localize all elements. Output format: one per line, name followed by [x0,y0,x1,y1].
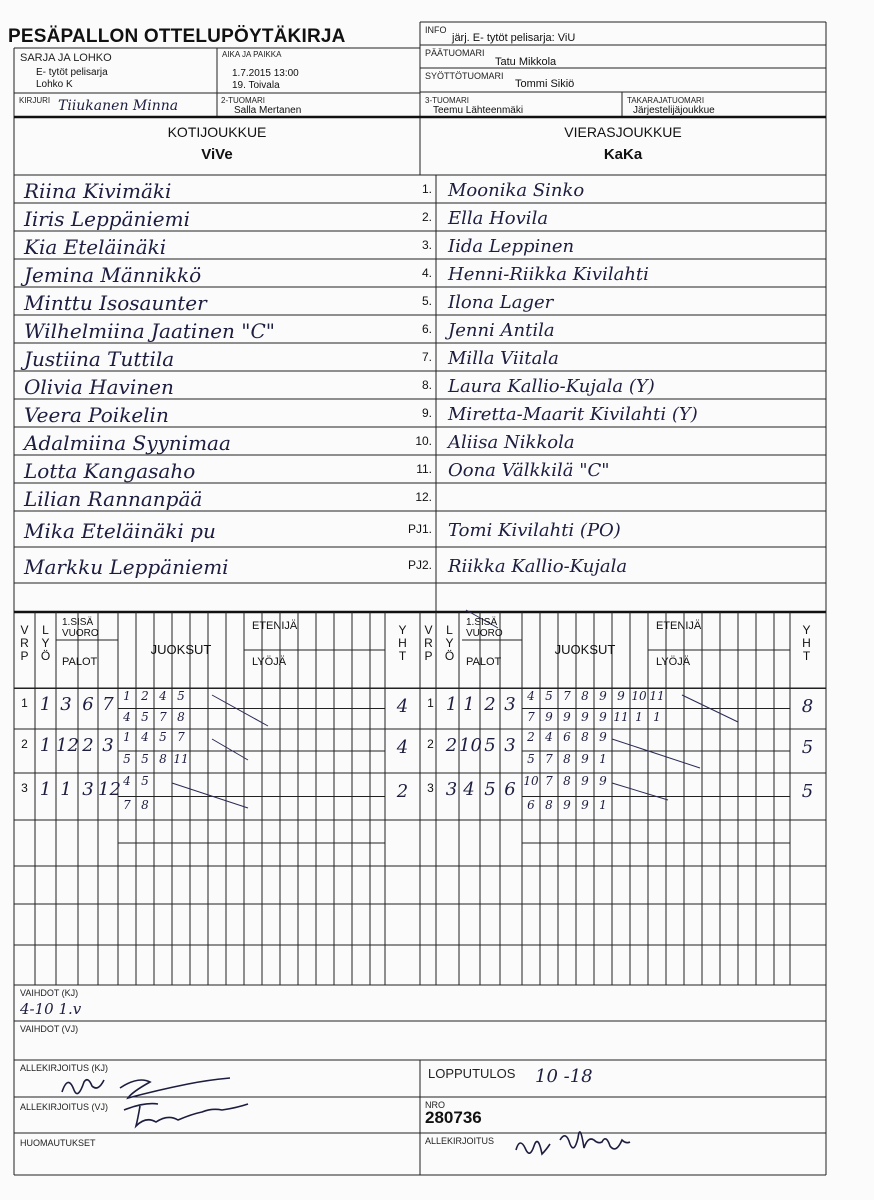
takaraja-label: TAKARAJATUOMARI [627,96,705,105]
run-top-value: 5 [545,689,553,703]
away-yht-header: Y [802,623,811,637]
roster-row-number: 8. [421,378,432,392]
info-label: INFO [425,25,447,35]
signature-main [516,1132,630,1154]
nro-label: NRO [425,1100,445,1110]
home-yht-header: T [398,649,407,663]
signature-vj [124,1104,248,1126]
away-sisa-header: 1.SISÄ [466,617,498,628]
away-player-name: Riikka Kallio-Kujala [448,556,628,577]
away-team-name: KaKa [603,146,643,163]
run-bottom-value: 8 [545,797,553,812]
home-sisa-header: 1.SISÄ [62,617,94,628]
run-top-value: 5 [141,774,149,788]
palot-value: 6 [82,694,94,715]
away-player-name: Ilona Lager [448,292,554,313]
run-bottom-value: 5 [527,752,535,766]
signatures [62,1078,630,1154]
sarja-label: SARJA JA LOHKO [20,52,112,64]
period-ly-value: 1 [39,779,52,800]
kirjuri-value: Tiiukanen Minna [58,98,179,114]
sarja-value-1: E- tytöt pelisarja [36,67,108,78]
roster-row-number: 11. [416,462,432,476]
away-palot-header: PALOT [466,656,502,668]
home-vrp-header: R [20,636,29,650]
home-yht-header: H [398,636,407,650]
home-sisa-header: VUORO [62,628,99,639]
run-bottom-value: 7 [527,709,535,724]
home-player-name: Veera Poikelin [24,403,169,427]
run-bottom-value: 1 [599,752,607,766]
home-player-name: Riina Kivimäki [24,179,172,203]
aika-value-2: 19. Toivala [232,80,280,91]
palot-value: 3 [504,735,516,756]
away-player-name: Oona Välkkilä "C" [448,460,610,481]
run-top-value: 7 [177,730,185,744]
run-top-value: 9 [617,689,625,703]
run-bottom-value: 9 [563,709,571,724]
home-player-name: Kia Eteläinäki [24,235,167,259]
run-top-value: 9 [599,774,607,788]
run-top-value: 8 [563,774,571,788]
palot-value: 5 [484,779,496,800]
palot-value: 2 [82,735,94,756]
period-total: 5 [801,781,814,802]
period-close-stroke [172,783,248,808]
away-vrp-header: V [424,623,433,637]
allekirjoitus-vj-label: ALLEKIRJOITUS (VJ) [20,1102,109,1112]
period-ly-value: 1 [445,694,458,715]
run-bottom-value: 7 [545,752,553,766]
run-top-value: 4 [545,730,553,744]
home-player-name: Lilian Rannanpää [24,487,203,511]
run-top-value: 5 [177,689,185,703]
period-number: 2 [21,737,28,751]
home-player-name: Justiina Tuttila [24,347,175,371]
away-player-name: Tomi Kivilahti (PO) [448,520,621,541]
period-ly-value: 1 [39,735,52,756]
lopputulos-value: 10 -18 [535,1066,593,1087]
run-top-value: 4 [527,689,535,703]
info-value: järj. E- tytöt pelisarja: ViU [452,32,576,44]
palot-value: 10 [459,735,482,756]
home-player-name: Mika Eteläinäki pu [24,519,216,543]
away-player-name: Laura Kallio-Kujala (Y) [448,376,655,397]
home-team-label: KOTIJOUKKUE [167,124,267,140]
period-total: 8 [801,696,814,717]
tuomari2-value: Salla Mertanen [234,105,302,116]
paatuomari-label: PÄÄTUOMARI [425,48,485,58]
palot-value: 12 [56,735,79,756]
away-juoksut-header: JUOKSUT [554,642,616,657]
sarja-value-2: Lohko K [36,79,73,90]
away-team-label: VIERASJOUKKUE [564,124,682,140]
huomautukset-label: HUOMAUTUKSET [20,1138,96,1148]
run-bottom-value: 9 [581,752,589,766]
away-player-name: Ella Hovila [448,208,549,229]
palot-value: 1 [463,694,475,715]
run-bottom-value: 1 [635,709,643,724]
run-top-value: 4 [141,730,149,744]
palot-value: 3 [60,694,72,715]
run-bottom-value: 7 [123,797,131,812]
run-bottom-value: 11 [173,752,189,766]
roster-row-number: 10. [415,434,432,448]
run-bottom-value: 5 [141,752,149,766]
away-etenija-header: ETENIJÄ [656,620,702,632]
run-top-value: 10 [523,774,539,788]
allekirjoitus-label: ALLEKIRJOITUS [425,1136,495,1146]
syottotuomari-label: SYÖTTÖTUOMARI [425,71,504,81]
home-player-name: Markku Leppäniemi [24,555,229,579]
run-top-value: 4 [123,774,131,788]
home-lyo-header: Ö [40,649,51,663]
period-close-stroke [212,739,248,760]
period-close-stroke [612,739,700,768]
run-top-value: 4 [159,689,167,703]
away-lyoja-header: LYÖJÄ [656,656,691,668]
away-player-name: Miretta-Maarit Kivilahti (Y) [448,404,698,425]
paatuomari-value: Tatu Mikkola [495,56,557,68]
away-lyo-header: Ö [444,649,455,663]
roster-row-number: 9. [421,406,432,420]
period-ly-value: 3 [445,779,458,800]
run-bottom-value: 9 [563,797,571,812]
tuomari3-value: Teemu Lähteenmäki [433,105,524,116]
run-top-value: 2 [141,689,149,703]
syottotuomari-value: Tommi Sikiö [515,78,575,90]
run-top-value: 9 [599,730,607,744]
period-number: 3 [427,781,434,795]
roster-row-number: 7. [421,350,432,364]
home-player-name: Jemina Männikkö [24,263,202,287]
aika-label: AIKA JA PAIKKA [222,50,282,59]
run-bottom-value: 1 [599,797,607,812]
takaraja-value: Järjestelijäjoukkue [633,105,715,116]
period-total: 4 [396,737,409,758]
period-total: 2 [396,781,409,802]
away-vrp-header: R [424,636,433,650]
home-player-name: Lotta Kangasaho [24,459,196,483]
palot-value: 3 [504,694,516,715]
home-lyo-header: Y [41,636,50,650]
roster-row-number: 2. [421,210,432,224]
period-number: 3 [21,781,28,795]
home-player-name: Wilhelmiina Jaatinen "C" [24,319,275,343]
roster-row-number: 1. [421,182,432,196]
tuomari2-label: 2-TUOMARI [221,96,265,105]
palot-value: 5 [484,735,496,756]
home-lyoja-header: LYÖJÄ [252,656,287,668]
run-top-value: 9 [599,689,607,703]
form-title: PESÄPALLON OTTELUPÖYTÄKIRJA [8,26,346,47]
palot-value: 1 [60,779,72,800]
away-player-name: Iida Leppinen [448,236,575,257]
home-etenija-header: ETENIJÄ [252,620,298,632]
away-vrp-header: P [424,649,433,663]
period-ly-value: 2 [445,735,458,756]
period-number: 2 [427,737,434,751]
signature-kj [62,1078,230,1098]
run-bottom-value: 9 [581,797,589,812]
roster-row-number: 4. [421,266,432,280]
run-top-value: 8 [581,730,589,744]
palot-value: 3 [102,735,114,756]
home-juoksut-header: JUOKSUT [150,642,212,657]
palot-value: 7 [102,694,114,715]
home-team-name: ViVe [201,146,233,163]
roster-row-number: 12. [415,490,432,504]
tuomari3-label: 3-TUOMARI [425,96,469,105]
period-number: 1 [427,696,434,710]
run-bottom-value: 5 [123,752,131,766]
palot-value: 2 [484,694,496,715]
run-bottom-value: 4 [123,709,131,724]
vaihdot-kj-value: 4-10 1.v [20,1000,82,1018]
home-player-name: Minttu Isosaunter [24,291,207,315]
home-yht-header: Y [398,623,407,637]
run-bottom-value: 8 [141,797,149,812]
home-player-name: Adalmiina Syynimaa [24,431,231,455]
palot-value: 6 [504,779,516,800]
home-vrp-header: V [20,623,29,637]
run-top-value: 5 [159,730,167,744]
palot-value: 12 [98,779,121,800]
aika-value-1: 1.7.2015 13:00 [232,68,299,79]
roster-row-number: 5. [421,294,432,308]
run-bottom-value: 5 [141,709,149,724]
run-bottom-value: 9 [599,709,607,724]
away-player-name: Moonika Sinko [448,180,585,201]
run-bottom-value: 1 [653,709,661,724]
run-top-value: 1 [123,689,131,703]
home-player-name: Iiris Leppäniemi [24,207,190,231]
run-top-value: 8 [581,689,589,703]
away-yht-header: T [802,649,811,663]
nro-value: 280736 [425,1108,482,1127]
run-bottom-value: 8 [159,752,167,766]
run-top-value: 1 [123,730,131,744]
lopputulos-label: LOPPUTULOS [428,1066,516,1081]
run-top-value: 7 [545,774,553,788]
run-bottom-value: 7 [159,709,167,724]
away-player-name: Henni-Riikka Kivilahti [448,264,649,285]
away-player-name: Jenni Antila [448,320,555,341]
run-bottom-value: 9 [545,709,553,724]
run-top-value: 11 [649,689,665,703]
away-sisa-header: VUORO [466,628,503,639]
period-number: 1 [21,696,28,710]
vaihdot-kj-label: VAIHDOT (KJ) [20,988,79,998]
run-bottom-value: 8 [563,752,571,766]
home-palot-header: PALOT [62,656,98,668]
roster-row-number: PJ1. [407,522,432,536]
vaihdot-vj-label: VAIHDOT (VJ) [20,1024,79,1034]
run-top-value: 6 [563,730,571,744]
period-total: 4 [396,696,409,717]
period-close-stroke [212,695,268,726]
period-ly-value: 1 [39,694,52,715]
run-top-value: 2 [527,730,535,744]
run-bottom-value: 11 [613,709,629,724]
home-player-name: Olivia Havinen [24,375,174,399]
run-bottom-value: 9 [581,709,589,724]
home-vrp-header: P [20,649,29,663]
run-bottom-value: 6 [527,797,535,812]
away-player-name: Milla Viitala [448,348,559,369]
run-bottom-value: 8 [177,709,185,724]
period-total: 5 [801,737,814,758]
roster-row-number: 3. [421,238,432,252]
run-top-value: 7 [563,689,571,703]
run-top-value: 10 [631,689,647,703]
roster-row-number: PJ2. [407,558,432,572]
away-lyo-header: Y [445,636,454,650]
kirjuri-label: KIRJURI [19,96,51,105]
palot-value: 4 [463,779,475,800]
palot-value: 3 [82,779,94,800]
allekirjoitus-kj-label: ALLEKIRJOITUS (KJ) [20,1063,109,1073]
away-yht-header: H [802,636,811,650]
away-player-name: Aliisa Nikkola [448,432,575,453]
roster-row-number: 6. [421,322,432,336]
home-lyo-header: L [42,623,49,637]
period-close-stroke [612,783,668,800]
run-top-value: 9 [581,774,589,788]
away-lyo-header: L [446,623,453,637]
